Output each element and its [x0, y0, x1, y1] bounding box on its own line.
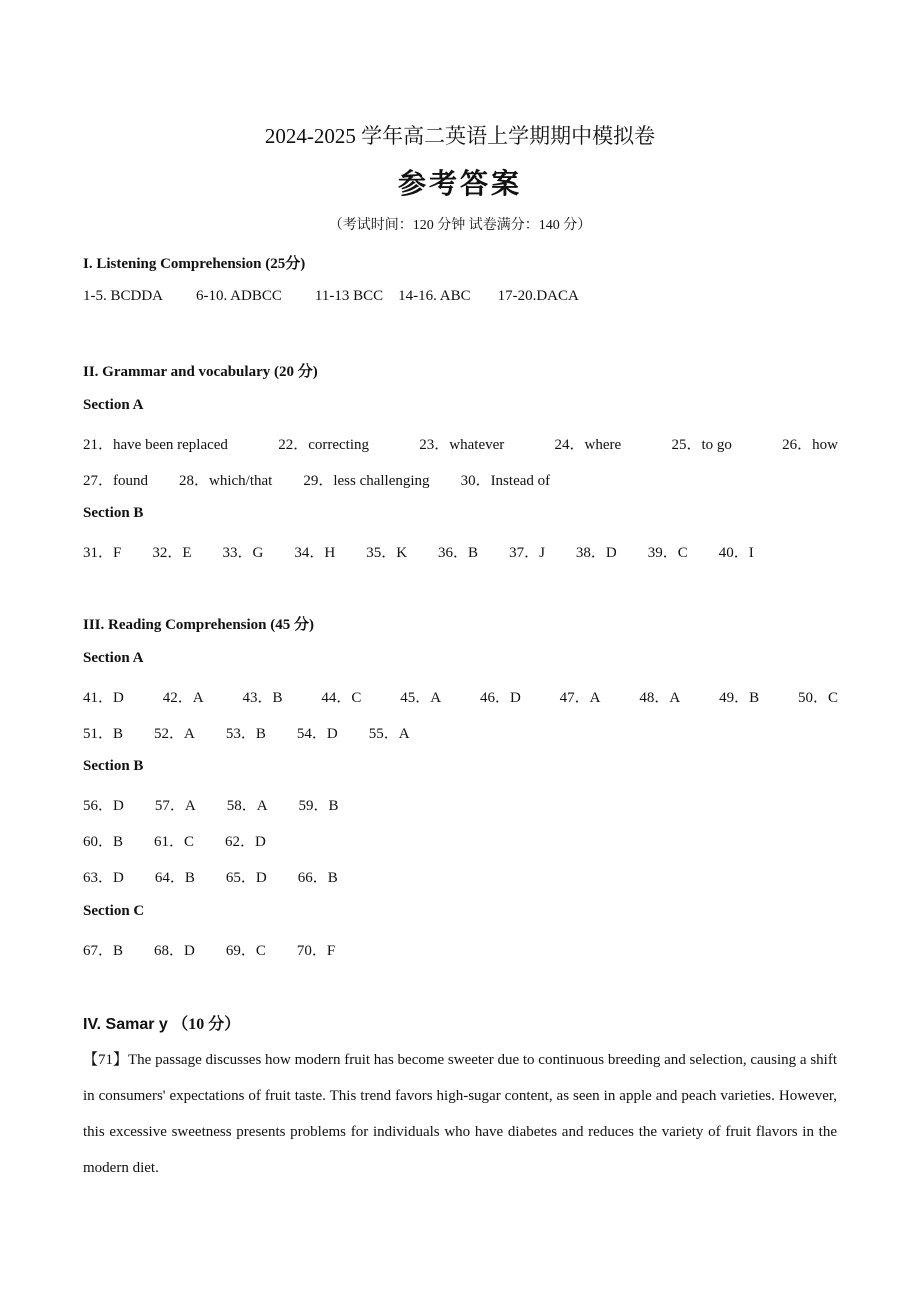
answer-item: 34．H — [294, 545, 336, 561]
grammar-row-21-26 — [83, 433, 838, 454]
answer-item: 62．D — [225, 834, 266, 850]
summary-paragraph: 【71】The passage discusses how modern fruit has become sweeter due to continuous breeding and selection, causing a shift in consumers' expectations of fruit taste. This trend favors high-sugar content, as seen in apple and peach varieties. However, this excessive sweetness presents problems for individuals who have diabetes and reduces the variety of fruit flavors in the modern diet. — [83, 1052, 837, 1176]
reading-section-b-label: Section B — [83, 758, 144, 774]
answer-item: 54．D — [296, 726, 338, 742]
answer-item: 32．E — [152, 545, 192, 561]
answer-item: 42．A — [162, 690, 204, 706]
reading-row-67-70 — [83, 939, 838, 960]
reading-row-63-66 — [83, 866, 838, 887]
answer-item: 66．B — [297, 870, 338, 886]
summary-heading-text: IV. Samar y — [83, 1016, 168, 1033]
grammar-section-b-label: Section B — [83, 505, 144, 521]
answer-item: 1-5. BCDDA — [83, 288, 164, 304]
answer-item: 45．A — [400, 690, 442, 706]
reading-row-41-50 — [83, 686, 838, 707]
answer-item: 43．B — [242, 690, 283, 706]
answer-item: 70．F — [296, 943, 336, 959]
answer-item: 28．which/that — [179, 473, 273, 489]
answer-item: 33．G — [222, 545, 264, 561]
answer-item: 17-20.DACA — [497, 288, 579, 304]
answer-item: 22．correcting — [278, 437, 370, 453]
answer-item: 58．A — [226, 798, 268, 814]
answer-item: 23．whatever — [419, 437, 505, 453]
answer-item: 56．D — [83, 798, 124, 814]
grammar-section-a-label: Section A — [83, 397, 144, 413]
answer-item: 61．C — [154, 834, 195, 850]
answer-item: 63．D — [83, 870, 124, 886]
answer-item: 51．B — [83, 726, 124, 742]
answer-item: 67．B — [83, 943, 124, 959]
answer-item: 37．J — [509, 545, 545, 561]
answer-item: 29．less challenging — [303, 473, 430, 489]
reading-heading: III. Reading Comprehension (45 分) — [83, 617, 314, 633]
answer-item: 59．B — [298, 798, 339, 814]
grammar-row-27-30 — [83, 469, 838, 490]
answer-item: 38．D — [575, 545, 617, 561]
answer-item: 64．B — [154, 870, 195, 886]
answer-item: 14-16. ABC — [398, 288, 471, 304]
answer-item: 69．C — [225, 943, 266, 959]
answer-item: 53．B — [225, 726, 266, 742]
answer-item: 48．A — [639, 690, 681, 706]
reading-row-56-59 — [83, 794, 838, 815]
answer-item: 36．B — [438, 545, 479, 561]
answer-item: 11-13 BCC — [314, 288, 384, 304]
answer-item: 49．B — [719, 690, 760, 706]
answer-key-heading: 参考答案 — [397, 169, 522, 200]
answer-item: 27．found — [83, 473, 148, 489]
answer-item: 39．C — [647, 545, 688, 561]
summary-points: （10 分） — [172, 1016, 241, 1033]
answer-item: 40．I — [718, 545, 754, 561]
grammar-row-31-40 — [83, 541, 813, 562]
listening-answers — [83, 288, 838, 305]
answer-item: 52．A — [154, 726, 195, 742]
answer-item: 50．C — [797, 690, 838, 706]
answer-item: 60．B — [83, 834, 124, 850]
grammar-heading: II. Grammar and vocabulary (20 分) — [83, 364, 318, 380]
answer-item: 21．have been replaced — [83, 437, 228, 453]
summary-heading — [83, 1011, 240, 1034]
answer-item: 47．A — [559, 690, 601, 706]
answer-item: 6-10. ADBCC — [196, 288, 282, 304]
reading-row-60-62 — [83, 830, 838, 851]
reading-row-51-55 — [83, 722, 838, 743]
answer-item: 41．D — [83, 690, 124, 706]
answer-item: 44．C — [321, 690, 362, 706]
answer-item: 25．to go — [671, 437, 732, 453]
answer-item: 26．how — [782, 437, 838, 453]
listening-heading: I. Listening Comprehension (25分) — [83, 256, 306, 272]
answer-item: 68．D — [154, 943, 195, 959]
answer-item: 46．D — [479, 690, 521, 706]
reading-section-c-label: Section C — [83, 903, 145, 919]
answer-item: 30．Instead of — [460, 473, 551, 489]
answer-item: 24．where — [554, 437, 622, 453]
answer-item: 55．A — [368, 726, 410, 742]
reading-section-a-label: Section A — [83, 650, 144, 666]
answer-item: 35．K — [366, 545, 408, 561]
exam-info: （考试时间：120 分钟 试卷满分：140 分） — [328, 218, 592, 233]
document-title: 2024-2025 学年高二英语上学期期中模拟卷 — [264, 124, 656, 148]
answer-item: 57．A — [154, 798, 196, 814]
answer-item: 65．D — [225, 870, 267, 886]
answer-item: 31．F — [83, 545, 122, 561]
